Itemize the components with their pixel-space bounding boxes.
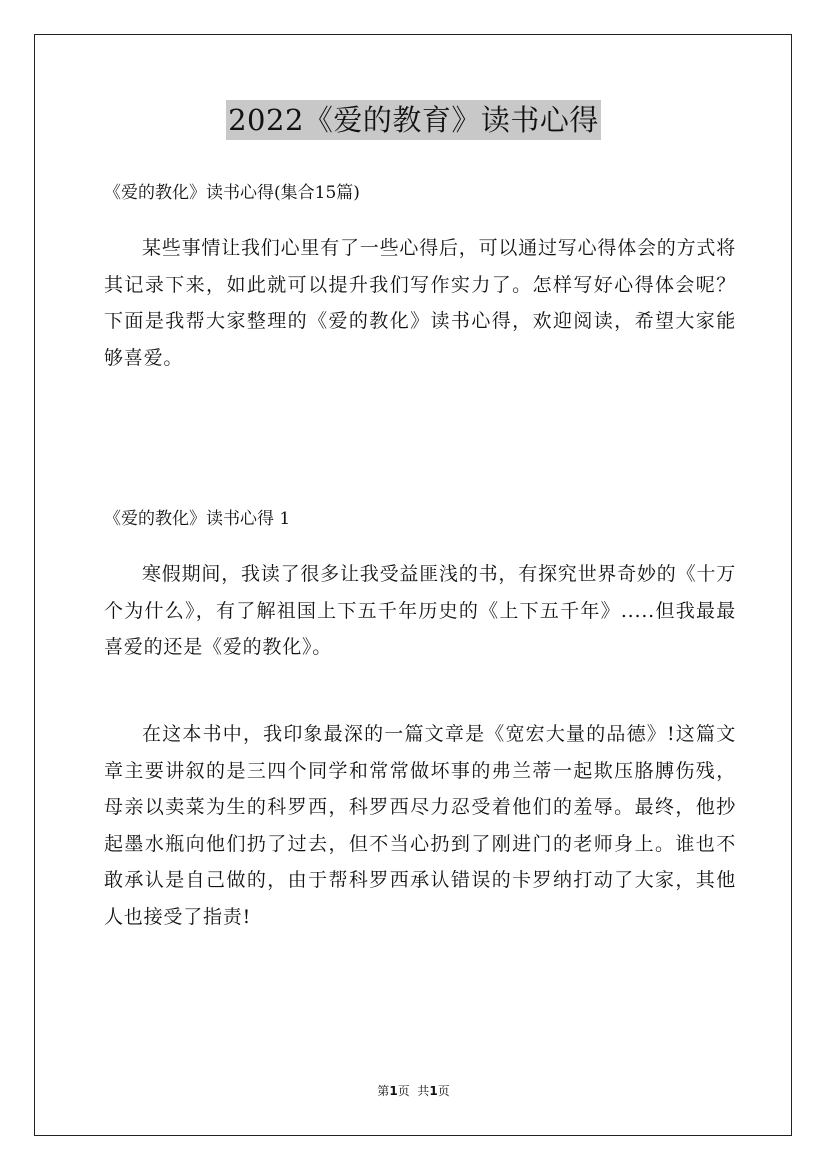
intro-paragraph: 某些事情让我们心里有了一些心得后，可以通过写心得体会的方式将其记录下来，如此就可以提升我们写作实力了。怎样写好心得体会呢？下面是我帮大家整理的《爱的教化》读书心得，欢迎阅读，希望大家能够喜爱。 bbox=[104, 237, 737, 369]
footer-prefix: 第 bbox=[377, 1084, 390, 1098]
body-paragraph-1: 寒假期间，我读了很多让我受益匪浅的书，有探究世界奇妙的《十万个为什么》，有了解祖国上下五千年历史的《上下五千年》.....但我最最喜爱的还是《爱的教化》。 bbox=[104, 563, 737, 658]
document-title: 2022《爱的教育》读书心得 bbox=[226, 100, 601, 140]
footer-mid: 页 共 bbox=[397, 1084, 430, 1098]
page-footer bbox=[0, 1083, 827, 1099]
footer-page-current: 1 bbox=[389, 1084, 398, 1098]
footer-page-total: 1 bbox=[429, 1084, 438, 1098]
section-heading: 《爱的教化》读书心得 1 bbox=[104, 509, 291, 529]
document-subtitle: 《爱的教化》读书心得(集合15篇) bbox=[104, 183, 360, 203]
body-paragraph-2: 在这本书中，我印象最深的一篇文章是《宽宏大量的品德》!这篇文章主要讲叙的是三四个同学和常常做坏事的弗兰蒂一起欺压胳膊伤残，母亲以卖菜为生的科罗西，科罗西尽力忍受着他们的羞辱。最终，他抄起墨水瓶向他们扔了过去，但不当心扔到了刚进门的老师身上。谁也不敢承认是自己做的，由于帮科罗西承认错误的卡罗纳打动了大家，其他人也接受了指责! bbox=[104, 723, 736, 928]
title-container bbox=[0, 100, 827, 140]
footer-suffix: 页 bbox=[437, 1084, 450, 1098]
